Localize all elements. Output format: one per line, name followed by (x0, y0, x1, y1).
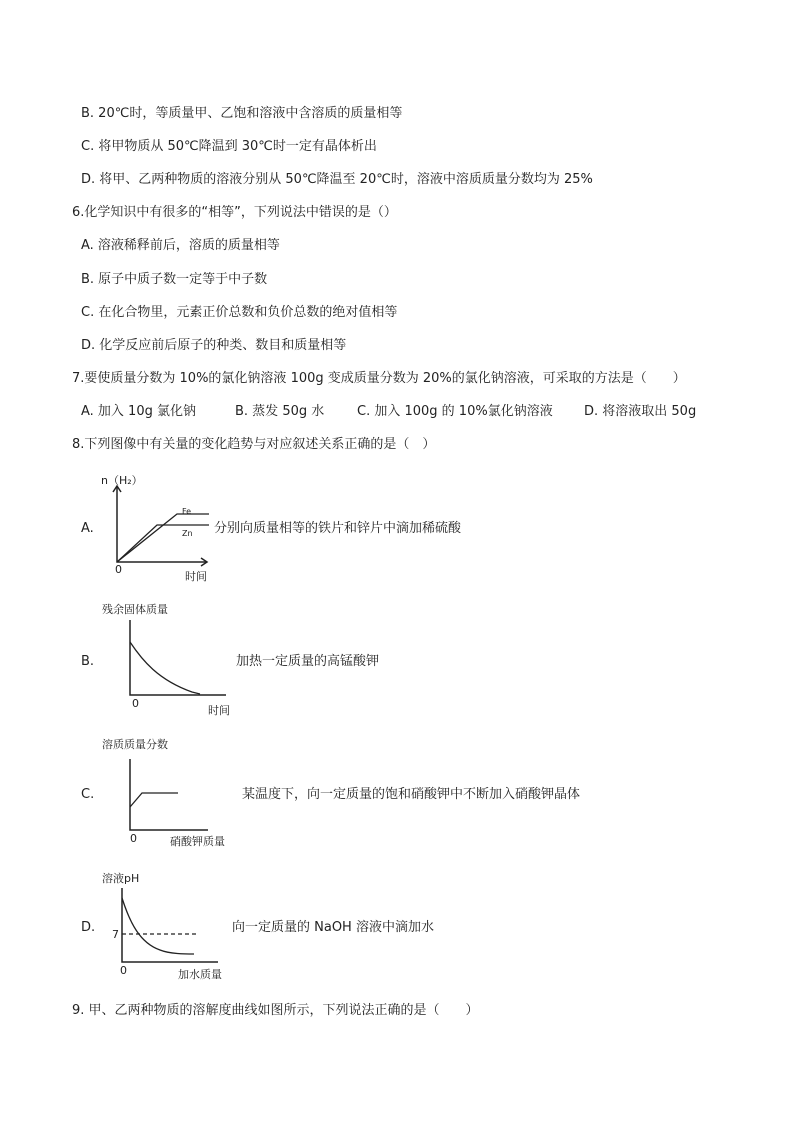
q8-graph-b (100, 600, 240, 720)
graph-d-axes (122, 888, 218, 962)
q7-option-a: A. 加入 10g 氯化钠 (81, 404, 196, 419)
q6-stem: 6.化学知识中有很多的“相等”，下列说法中错误的是（） (72, 205, 397, 220)
graph-a-y-label: n（H₂） (101, 474, 143, 487)
prev-option-b: B. 20℃时，等质量甲、乙饱和溶液中含溶质的质量相等 (81, 106, 403, 121)
q8-option-c-letter: C. (81, 787, 95, 802)
q9-stem: 9. 甲、乙两种物质的溶解度曲线如图所示，下列说法正确的是（ ） (72, 1003, 479, 1018)
q8-option-a-letter: A. (81, 521, 94, 536)
graph-d-curve (122, 898, 194, 954)
q8-graph-a (95, 470, 225, 585)
graph-b-origin: 0 (132, 697, 139, 710)
graph-c-origin: 0 (130, 832, 137, 845)
q6-option-d: D. 化学反应前后原子的种类、数目和质量相等 (81, 338, 347, 353)
prev-option-c: C. 将甲物质从 50℃降温到 30℃时一定有晶体析出 (81, 139, 377, 154)
q7-option-b: B. 蒸发 50g 水 (235, 404, 325, 419)
q8-graph-c (100, 735, 250, 851)
prev-option-d: D. 将甲、乙两种物质的溶液分别从 50℃降温至 20℃时，溶液中溶质质量分数均为 25% (81, 172, 593, 187)
q7-option-d: D. 将溶液取出 50g (584, 404, 697, 419)
graph-b-axes (130, 620, 226, 695)
graph-c-y-label: 溶质质量分数 (102, 738, 168, 751)
graph-b-y-label: 残余固体质量 (102, 603, 168, 616)
q7-stem: 7.要使质量分数为 10%的氯化钠溶液 100g 变成质量分数为 20%的氯化钠溶液，可采取的方法是（ ） (72, 371, 686, 386)
graph-c-line (130, 793, 178, 807)
q8-option-c-desc: 某温度下，向一定质量的饱和硝酸钾中不断加入硝酸钾晶体 (242, 787, 581, 802)
q8-stem: 8.下列图像中有关量的变化趋势与对应叙述关系正确的是（ ） (72, 437, 436, 452)
q7-option-c: C. 加入 100g 的 10%氯化钠溶液 (357, 404, 553, 419)
graph-d-tick-7: 7 (112, 928, 119, 941)
graph-c-x-label: 硝酸钾质量 (170, 835, 225, 848)
graph-a-zn-line (117, 525, 209, 562)
graph-d-origin: 0 (120, 964, 127, 977)
q8-option-b-letter: B. (81, 654, 95, 669)
graph-a-zn-label: Zn (182, 529, 193, 538)
q8-option-d-desc: 向一定质量的 NaOH 溶液中滴加水 (232, 920, 434, 935)
q6-option-c: C. 在化合物里，元素正价总数和负价总数的绝对值相等 (81, 305, 398, 320)
graph-b-x-label: 时间 (208, 704, 230, 717)
q6-option-b: B. 原子中质子数一定等于中子数 (81, 272, 268, 287)
graph-a-origin: 0 (115, 563, 122, 576)
graph-d-x-label: 加水质量 (178, 968, 222, 981)
q8-option-a-desc: 分别向质量相等的铁片和锌片中滴加稀硫酸 (214, 521, 462, 536)
q8-option-d-letter: D. (81, 920, 96, 935)
graph-d-y-label: 溶液pH (102, 872, 140, 885)
graph-a-x-label: 时间 (185, 570, 207, 583)
q8-graph-d (100, 868, 240, 980)
graph-a-fe-label: Fe (182, 507, 192, 516)
graph-b-curve (130, 642, 200, 694)
graph-c-axes (130, 759, 208, 830)
q6-option-a: A. 溶液稀释前后，溶质的质量相等 (81, 238, 280, 253)
q8-option-b-desc: 加热一定质量的高锰酸钾 (236, 654, 380, 669)
graph-a-fe-line (117, 514, 209, 562)
